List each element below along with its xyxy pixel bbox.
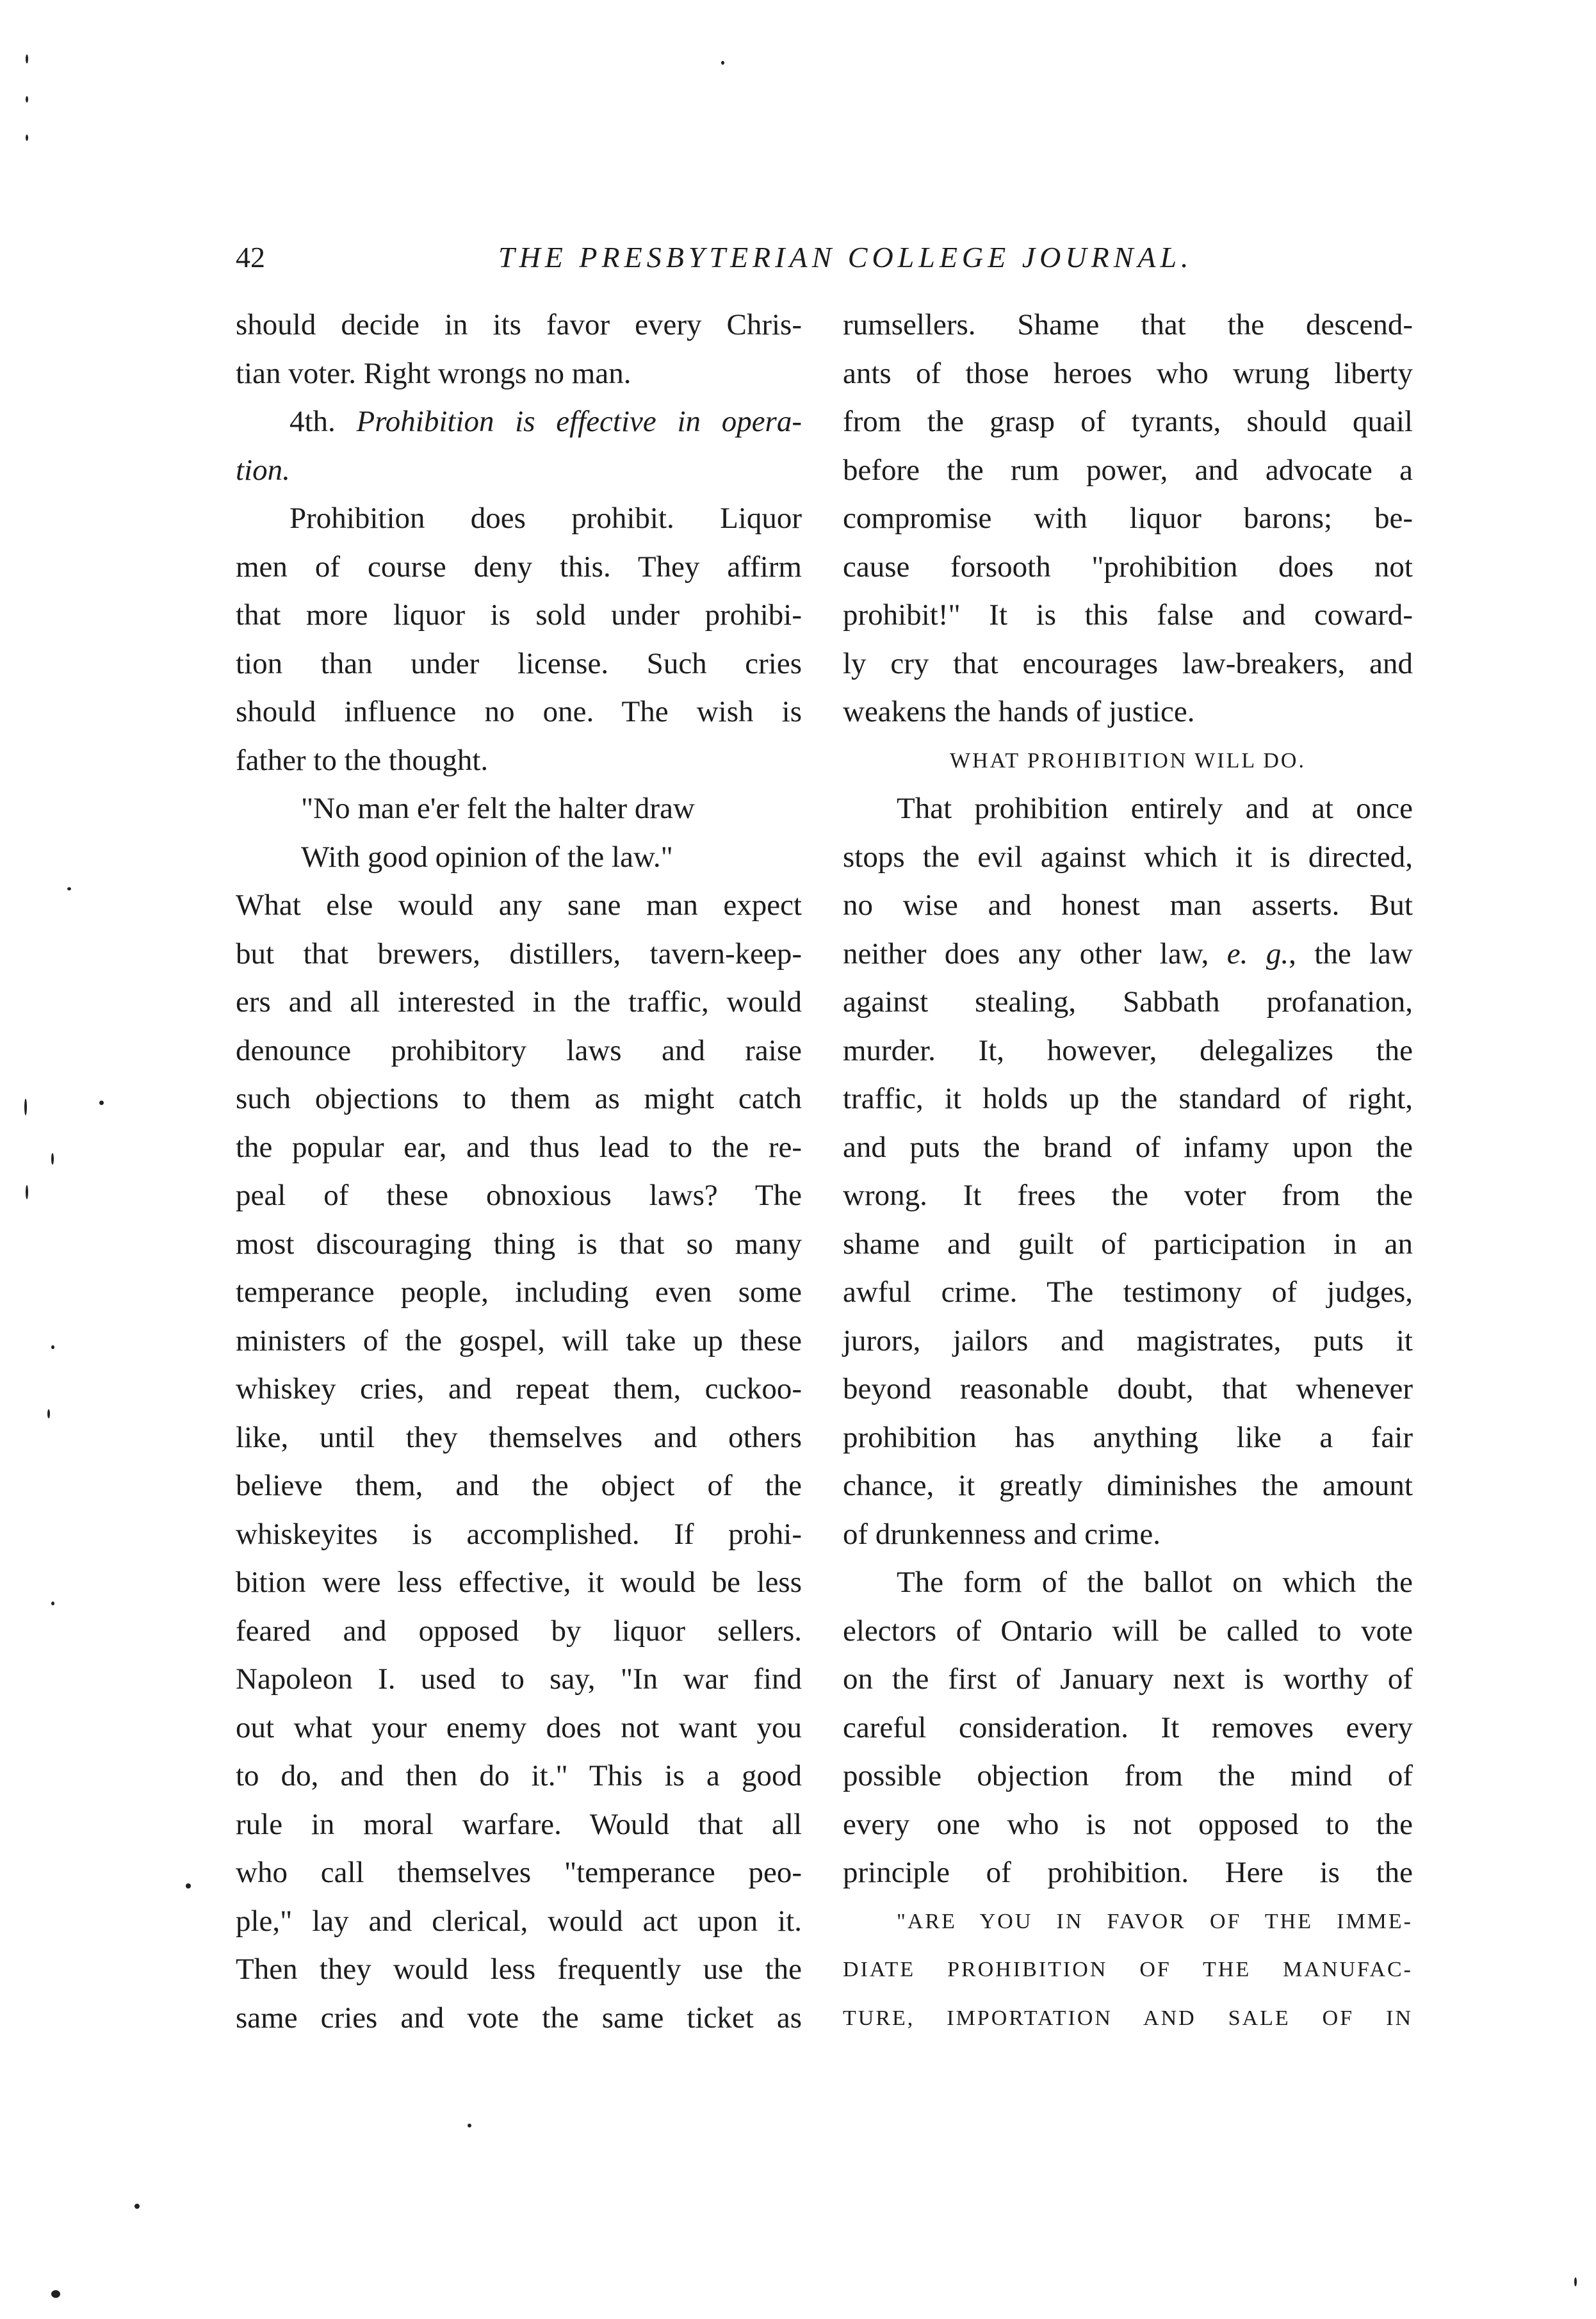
text-line: men of course deny this. They affirm	[236, 550, 802, 584]
text-line: electors of Ontario will be called to vote	[843, 1614, 1413, 1648]
verse-line: "No man e'er felt the halter draw	[301, 792, 695, 825]
scan-speck	[99, 1101, 104, 1105]
text-line: feared and opposed by liquor sellers.	[236, 1614, 802, 1648]
scan-speck	[26, 1185, 28, 1199]
text-line: most discouraging thing is that so many	[236, 1227, 802, 1261]
section-number: 4th.	[289, 405, 357, 438]
text-line: who call themselves "temperance peo-	[236, 1856, 802, 1889]
scan-speck	[721, 61, 724, 65]
section-title-continued: tion.	[236, 453, 290, 487]
text-line: before the rum power, and advocate a	[843, 453, 1413, 487]
text-line: to do, and then do it." This is a good	[236, 1759, 802, 1792]
text-line: on the first of January next is worthy of	[843, 1662, 1413, 1696]
scan-speck	[468, 2124, 471, 2127]
text-line: whiskey cries, and repeat them, cuckoo-	[236, 1372, 802, 1405]
text-line: murder. It, however, delegalizes the	[843, 1033, 1413, 1067]
text-line: from the grasp of tyrants, should quail	[843, 405, 1413, 438]
ballot-question-line: DIATE PROHIBITION OF THE MANUFAC-	[843, 1958, 1413, 1981]
text-line: jurors, jailors and magistrates, puts it	[843, 1323, 1413, 1357]
text-line: ants of those heroes who wrung liberty	[843, 356, 1413, 390]
text-line: same cries and vote the same ticket as	[236, 2001, 802, 2035]
left-column	[236, 301, 802, 2042]
text-line: compromise with liquor barons; be-	[843, 502, 1413, 535]
page-header	[236, 238, 1414, 277]
text-line: possible objection from the mind of	[843, 1759, 1413, 1792]
text-line: weakens the hands of justice.	[843, 695, 1195, 728]
text-line: shame and guilt of participation in an	[843, 1227, 1413, 1261]
text-line: careful consideration. It removes every	[843, 1710, 1413, 1744]
scan-speck	[26, 135, 28, 141]
text-line: should influence no one. The wish is	[236, 695, 802, 728]
abbreviation: e. g.	[1226, 937, 1289, 971]
scan-speck	[26, 54, 28, 63]
scan-speck	[67, 887, 71, 890]
text-line: prohibition has anything like a fair	[843, 1420, 1413, 1454]
text-line: chance, it greatly diminishes the amount	[843, 1469, 1413, 1502]
text-line: What else would any sane man expect	[236, 889, 802, 922]
text-line: ers and all interested in the traffic, would	[236, 985, 802, 1019]
scan-speck	[51, 1345, 54, 1349]
right-column	[843, 301, 1413, 2042]
text-line: peal of these obnoxious laws? The	[236, 1179, 802, 1212]
text-line: bition were less effective, it would be less	[236, 1566, 802, 1599]
ballot-question-line: TURE, IMPORTATION AND SALE OF IN	[843, 2006, 1413, 2030]
text-line: denounce prohibitory laws and raise	[236, 1033, 802, 1067]
scan-speck	[186, 1883, 191, 1889]
text-line: and puts the brand of infamy upon the	[843, 1130, 1413, 1164]
scan-speck	[51, 1153, 54, 1165]
text-fragment: , the law	[1289, 937, 1413, 971]
text-line: ly cry that encourages law-breakers, and	[843, 646, 1413, 680]
scan-speck	[26, 96, 28, 102]
running-title: THE PRESBYTERIAN COLLEGE JOURNAL.	[498, 241, 1193, 274]
text-line-with-abbreviation	[843, 930, 1413, 979]
text-line: against stealing, Sabbath profanation,	[843, 985, 1413, 1019]
text-line: That prohibition entirely and at once	[897, 792, 1413, 825]
scan-speck	[47, 1409, 50, 1418]
text-line: of drunkenness and crime.	[843, 1517, 1160, 1551]
text-line: believe them, and the object of the	[236, 1469, 802, 1502]
text-line: awful crime. The testimony of judges,	[843, 1275, 1413, 1309]
scan-speck	[134, 2204, 140, 2209]
text-line: such objections to them as might catch	[236, 1082, 802, 1115]
text-line: beyond reasonable doubt, that whenever	[843, 1372, 1413, 1405]
text-line: the popular ear, and thus lead to the re-	[236, 1130, 802, 1164]
text-line: rule in moral warfare. Would that all	[236, 1807, 802, 1841]
text-line: principle of prohibition. Here is the	[843, 1856, 1413, 1889]
ballot-question-line: "ARE YOU IN FAVOR OF THE IMME-	[897, 1909, 1413, 1933]
section-heading-line	[236, 398, 802, 447]
text-line: no wise and honest man asserts. But	[843, 889, 1413, 922]
text-line: prohibit!" It is this false and coward-	[843, 598, 1413, 632]
section-title: Prohibition is effective in opera-	[356, 405, 802, 438]
text-line: The form of the ballot on which the	[897, 1566, 1413, 1599]
text-line: like, until they themselves and others	[236, 1420, 802, 1454]
section-subheading: WHAT PROHIBITION WILL DO.	[950, 748, 1306, 773]
scan-speck	[24, 1099, 27, 1115]
text-line: should decide in its favor every Chris-	[236, 308, 802, 341]
text-line: that more liquor is sold under prohibi-	[236, 598, 802, 632]
text-line: ple," lay and clerical, would act upon it.	[236, 1904, 802, 1938]
text-line: but that brewers, distillers, tavern-keep-	[236, 937, 802, 971]
text-line: traffic, it holds up the standard of right,	[843, 1082, 1413, 1115]
text-line: whiskeyites is accomplished. If prohi-	[236, 1517, 802, 1551]
text-line: Prohibition does prohibit. Liquor	[289, 502, 802, 535]
text-line: stops the evil against which it is directed,	[843, 840, 1413, 874]
text-line: out what your enemy does not want you	[236, 1710, 802, 1744]
text-line: every one who is not opposed to the	[843, 1807, 1413, 1841]
text-fragment: neither does any other law,	[843, 937, 1227, 971]
text-line: ministers of the gospel, will take up these	[236, 1323, 802, 1357]
text-line: temperance people, including even some	[236, 1275, 802, 1309]
text-line: cause forsooth "prohibition does not	[843, 550, 1413, 584]
scan-speck	[51, 2290, 60, 2298]
scan-speck	[1574, 2277, 1577, 2286]
text-line: Napoleon I. used to say, "In war find	[236, 1662, 802, 1696]
page-number: 42	[236, 241, 265, 274]
text-line: father to the thought.	[236, 743, 489, 777]
text-line: Then they would less frequently use the	[236, 1953, 802, 1986]
text-line: tion than under license. Such cries	[236, 646, 802, 680]
text-line: tian voter. Right wrongs no man.	[236, 356, 631, 390]
text-line: rumsellers. Shame that the descend-	[843, 308, 1413, 341]
scan-speck	[51, 1602, 54, 1605]
text-line: wrong. It frees the voter from the	[843, 1179, 1413, 1212]
verse-line: With good opinion of the law."	[301, 840, 673, 874]
